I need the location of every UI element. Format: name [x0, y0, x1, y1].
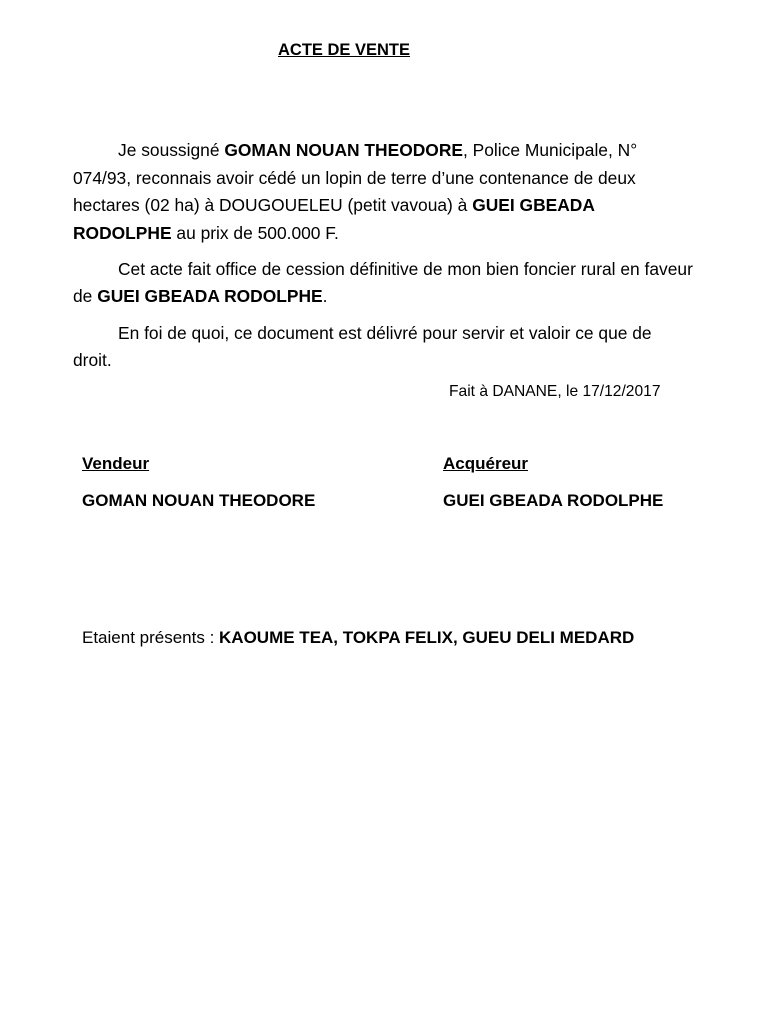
declaration-intro: Je soussigné [118, 140, 225, 160]
buyer-name: GUEI GBEADA RODOLPHE [443, 491, 664, 510]
document-title: ACTE DE VENTE [278, 41, 411, 59]
sale-declaration-paragraph [73, 137, 693, 247]
cession-text: Cet acte fait office de cession définitive de mon bien foncier rural en faveur de [73, 258, 693, 307]
declaration-price: au prix de 500.000 F. [171, 222, 339, 243]
witnesses-line [82, 628, 634, 648]
closing-text: En foi de quoi, ce document est délivré pour servir et valoir ce que de droit. [73, 322, 652, 371]
buyer-label: Acquéreur [443, 454, 529, 473]
declaration-details: , Police Municipale, N° 074/93, reconnais avoir cédé un lopin de terre d’une contenance de deux hectares (02 ha) à DOUGOUELEU (petit vavoua) à [73, 140, 638, 216]
seller-name-inline: GOMAN NOUAN THEODORE [224, 140, 463, 160]
seller-name: GOMAN NOUAN THEODORE [82, 491, 316, 510]
witnesses-names: KAOUME TEA, TOKPA FELIX, GUEU DELI MEDARD [219, 628, 635, 647]
seller-label: Vendeur [82, 454, 150, 473]
buyer-name-inline: GUEI GBEADA RODOLPHE [73, 195, 595, 243]
closing-paragraph [73, 320, 693, 375]
witnesses-label: Etaient présents : [82, 628, 220, 647]
cession-end: . [322, 286, 328, 307]
cession-buyer-name: GUEI GBEADA RODOLPHE [97, 286, 323, 307]
place-and-date: Fait à DANANE, le 17/12/2017 [449, 383, 661, 400]
document-body [73, 137, 693, 383]
cession-paragraph [73, 256, 693, 311]
